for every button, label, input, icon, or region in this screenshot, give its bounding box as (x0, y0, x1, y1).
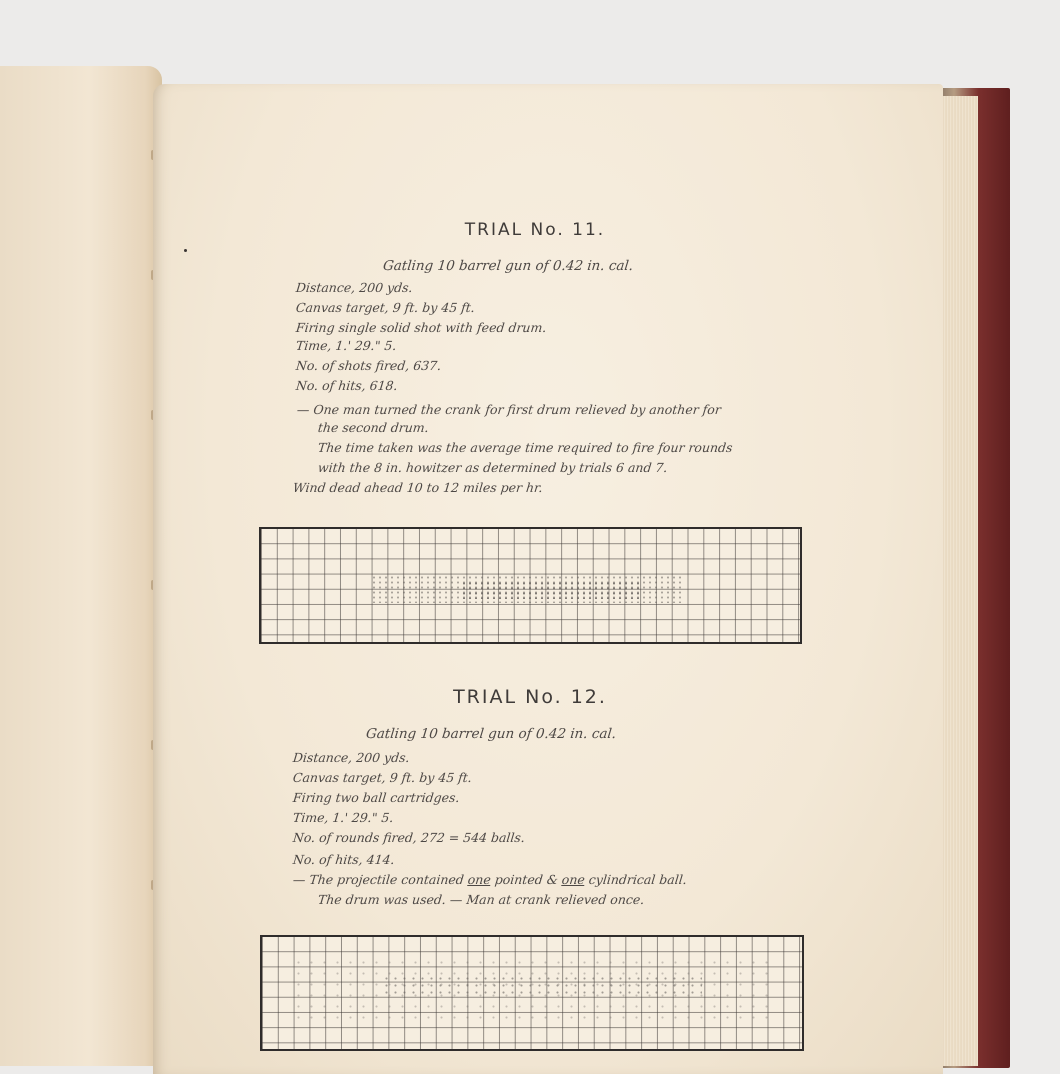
note-underlined: one (561, 872, 586, 887)
note-underlined: one (467, 872, 492, 887)
trial-11-subtitle: Gatling 10 barrel gun of 0.42 in. cal. (382, 258, 634, 274)
trial-12-hit-cluster (382, 975, 702, 997)
note-text: pointed & (490, 872, 563, 887)
trial-11-line: The time taken was the average time required to fire four rounds (317, 440, 734, 455)
trial-12-note-2: The drum was used. — Man at crank relieved once. (317, 892, 646, 907)
note-text: — The projectile contained (292, 872, 469, 887)
trial-11-line: Canvas target, 9 ft. by 45 ft. (295, 300, 476, 315)
trial-11-line: the second drum. (317, 420, 430, 435)
trial-12-line: Firing two ball cartridges. (292, 790, 461, 805)
trial-12-line: Canvas target, 9 ft. by 45 ft. (292, 770, 473, 785)
trial-11-line: Firing single solid shot with feed drum. (295, 320, 548, 335)
trial-11-hit-cluster-dense (461, 581, 641, 599)
note-text: cylindrical ball. (584, 872, 688, 887)
page-speck (184, 249, 187, 252)
trial-12-subtitle: Gatling 10 barrel gun of 0.42 in. cal. (365, 726, 617, 742)
trial-12-note-1 (292, 872, 687, 887)
trial-11-line: with the 8 in. howitzer as determined by trials 6 and 7. (317, 460, 669, 475)
trial-12-line: No. of rounds fired, 272 = 544 balls. (292, 830, 526, 845)
trial-12-target-grid (260, 935, 804, 1051)
trial-12-title: TRIAL No. 12. (453, 686, 607, 708)
trial-11-line: Wind dead ahead 10 to 12 miles per hr. (292, 480, 544, 495)
trial-11-line: No. of shots fired, 637. (295, 358, 443, 373)
trial-12-line: No. of hits, 414. (292, 852, 396, 867)
trial-12-line: Distance, 200 yds. (292, 750, 411, 765)
trial-11-line: No. of hits, 618. (295, 378, 399, 393)
trial-11-target-grid (259, 527, 802, 644)
trial-11-line: — One man turned the crank for first drum relieved by another for (296, 402, 722, 417)
trial-11-line: Time, 1.' 29." 5. (295, 338, 398, 353)
trial-12-line: Time, 1.' 29." 5. (292, 810, 395, 825)
trial-11-line: Distance, 200 yds. (295, 280, 414, 295)
trial-11-title: TRIAL No. 11. (464, 220, 606, 240)
